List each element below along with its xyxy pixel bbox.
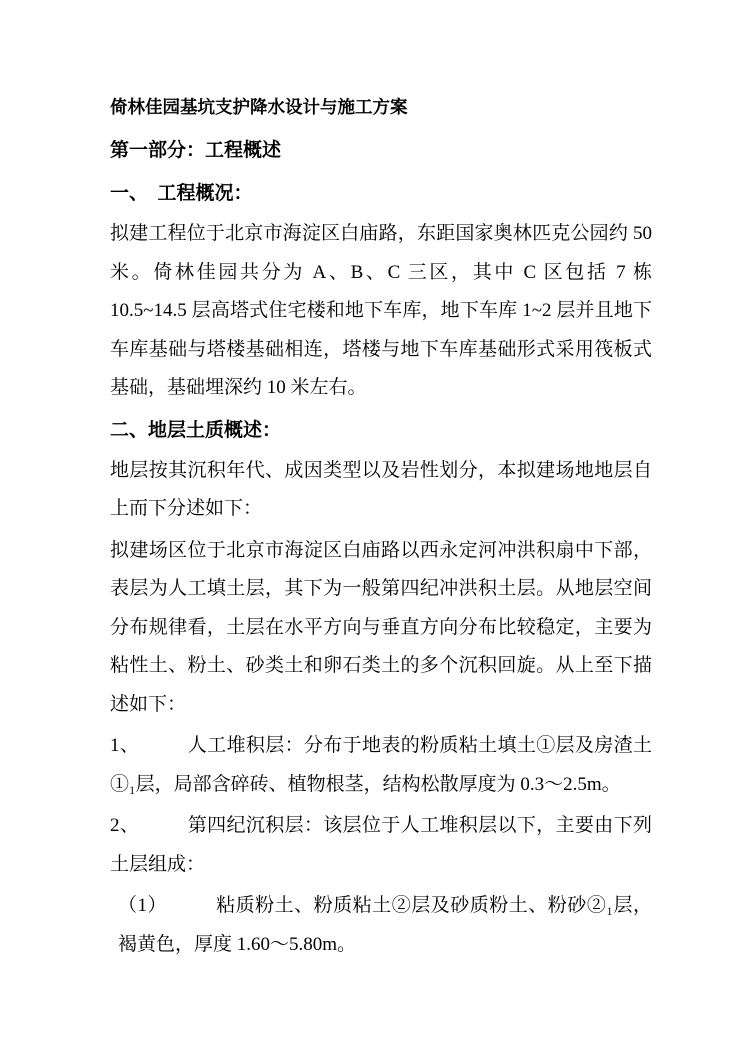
sub-list-item-silty-clay: （1） 粘质粉土、粉质粘土②层及砂质粉土、粉砂②₁层，褐黄色，厚度 1.60～5.80m。 xyxy=(118,895,652,955)
document-title: 倚林佳园基坑支护降水设计与施工方案 xyxy=(110,97,408,117)
paragraph-project-overview: 拟建工程位于北京市海淀区白庙路，东距国家奥林匹克公园约 50 米。倚林佳园共分为 A、B、C 三区，其中 C 区包括 7 栋 10.5~14.5 层高塔式住宅楼和地下车库，地下车库 1~2 层并且地下车库基础与塔楼基础相连，塔楼与地下车库基础形式采用筏板式基础，基础埋深约 10 米左右。 xyxy=(110,223,652,398)
list-item-artificial-fill: 1、 人工堆积层：分布于地表的粉质粘土填土①层及房渣土①₁层，局部含碎砖、植物根茎，结构松散厚度为 0.3～2.5m。 xyxy=(110,735,652,795)
part1-heading: 第一部分：工程概述 xyxy=(110,140,282,161)
section1-heading: 一、 工程概况： xyxy=(110,183,253,204)
section2-heading: 二、地层土质概述： xyxy=(110,419,282,441)
list-item-quaternary: 2、 第四纪沉积层：该层位于人工堆积层以下，主要由下列土层组成： xyxy=(110,815,652,875)
paragraph-strata-intro: 地层按其沉积年代、成因类型以及岩性划分，本拟建场地地层自上而下分述如下： xyxy=(110,459,652,519)
paragraph-site-location: 拟建场区位于北京市海淀区白庙路以西永定河冲洪积扇中下部，表层为人工填土层，其下为一般第四纪冲洪积土层。从地层空间分布规律看，土层在水平方向与垂直方向分布比较稳定，主要为粘性土、粉土、砂类土和卵石类土的多个沉积回旋。从上至下描述如下： xyxy=(110,539,652,715)
